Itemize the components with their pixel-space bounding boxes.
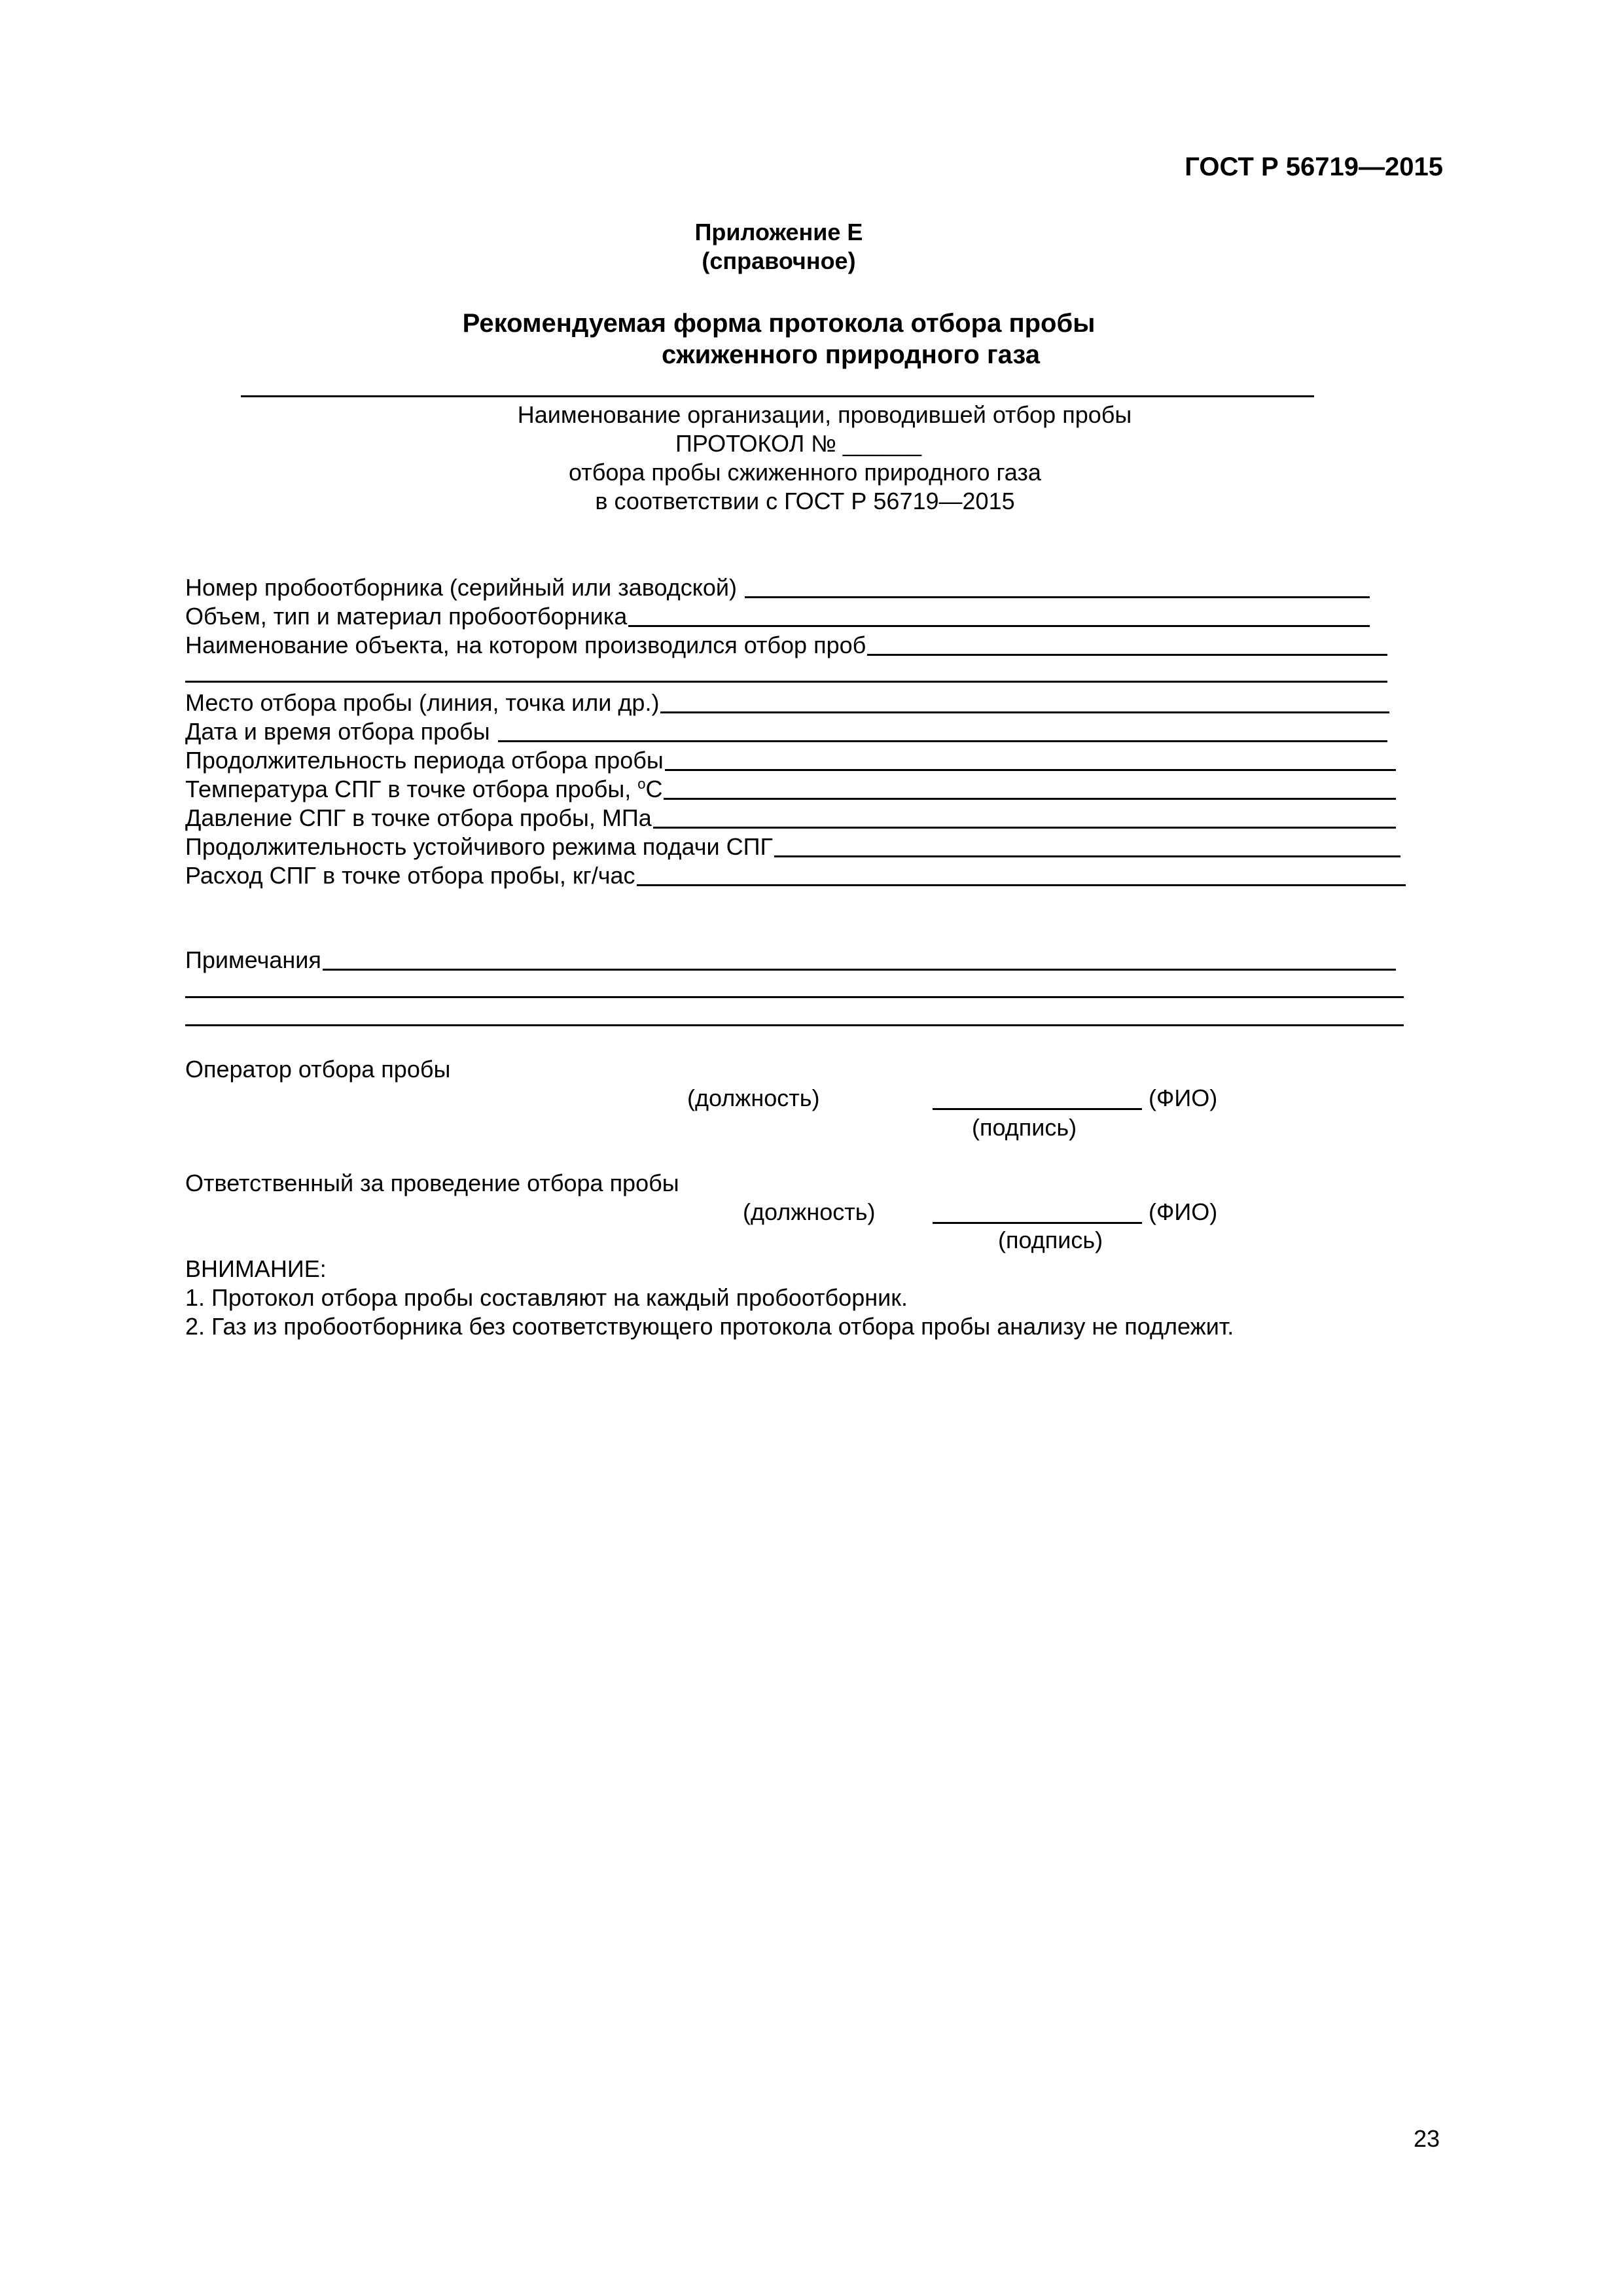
field-sampler-number xyxy=(185,573,1370,602)
field-sampler-volume xyxy=(185,602,1370,631)
field-temperature-label xyxy=(185,775,662,804)
operator-signature-caption: (подпись) xyxy=(972,1114,1077,1141)
field-sample-duration xyxy=(185,746,1396,775)
operator-signature-line[interactable] xyxy=(933,1108,1142,1110)
field-pressure-blank[interactable] xyxy=(653,827,1396,829)
field-sample-place xyxy=(185,689,1389,717)
appendix-kind: (справочное) xyxy=(702,247,856,274)
field-sampler-number-label: Номер пробоотборника (серийный или заводской) xyxy=(185,574,738,601)
notes-line-3[interactable] xyxy=(185,1024,1404,1026)
field-pressure-label: Давление СПГ в точке отбора пробы, МПа xyxy=(185,804,652,831)
field-steady-duration-label: Продолжительность устойчивого режима подачи СПГ xyxy=(185,833,773,860)
notes-line-2[interactable] xyxy=(185,996,1404,998)
field-object-name-blank[interactable] xyxy=(867,654,1387,656)
field-steady-duration xyxy=(185,833,1400,861)
responsible-signature-caption: (подпись) xyxy=(998,1227,1103,1253)
field-temperature-blank[interactable] xyxy=(664,798,1396,800)
operator-fio-caption: (ФИО) xyxy=(1149,1085,1218,1111)
field-steady-duration-blank[interactable] xyxy=(774,855,1400,857)
notes-blank[interactable] xyxy=(323,969,1396,971)
field-sample-datetime-label: Дата и время отбора пробы xyxy=(185,718,490,745)
field-flow-rate xyxy=(185,861,1406,890)
responsible-fio-caption: (ФИО) xyxy=(1149,1198,1218,1225)
field-flow-rate-blank[interactable] xyxy=(637,884,1406,886)
protocol-number: ПРОТОКОЛ № ______ xyxy=(675,430,921,457)
degree-symbol: o xyxy=(637,776,646,792)
field-sample-place-blank[interactable] xyxy=(660,711,1389,713)
operator-position-caption: (должность) xyxy=(687,1085,820,1111)
field-sample-duration-blank[interactable] xyxy=(665,769,1396,771)
field-temperature xyxy=(185,775,1396,804)
field-sample-datetime xyxy=(185,717,1387,746)
operator-role: Оператор отбора пробы xyxy=(185,1056,451,1083)
organization-name-line[interactable] xyxy=(241,395,1314,397)
field-object-name-continuation[interactable] xyxy=(185,681,1387,683)
page-number: 23 xyxy=(1413,2125,1440,2152)
field-sampler-number-blank[interactable] xyxy=(745,596,1370,598)
form-title-line2: сжиженного природного газа xyxy=(662,340,1040,369)
temperature-unit: C xyxy=(645,776,663,802)
field-sample-duration-label: Продолжительность периода отбора пробы xyxy=(185,747,664,774)
field-pressure xyxy=(185,804,1396,833)
protocol-basis: в соответствии с ГОСТ Р 56719—2015 xyxy=(595,488,1015,514)
responsible-role: Ответственный за проведение отбора пробы xyxy=(185,1170,679,1196)
field-sampler-volume-blank[interactable] xyxy=(628,625,1370,627)
responsible-signature-line[interactable] xyxy=(933,1222,1142,1224)
field-temperature-text: Температура СПГ в точке отбора пробы, xyxy=(185,776,638,802)
form-title-line1: Рекомендуемая форма протокола отбора пробы xyxy=(462,309,1096,338)
field-sample-datetime-blank[interactable] xyxy=(498,740,1387,742)
document-standard-number: ГОСТ Р 56719—2015 xyxy=(1185,152,1443,181)
notes-label: Примечания xyxy=(185,946,321,973)
notes-field xyxy=(185,946,1396,975)
attention-item-1: 1. Протокол отбора пробы составляют на каждый пробоотборник. xyxy=(185,1284,908,1311)
field-flow-rate-label: Расход СПГ в точке отбора пробы, кг/час xyxy=(185,862,635,889)
attention-item-2: 2. Газ из пробоотборника без соответствующего протокола отбора пробы анализу не подлежит. xyxy=(185,1313,1234,1340)
protocol-subject: отбора пробы сжиженного природного газа xyxy=(569,459,1041,486)
field-object-name-label: Наименование объекта, на котором производился отбор проб xyxy=(185,632,866,658)
field-object-name xyxy=(185,631,1387,660)
field-sampler-volume-label: Объем, тип и материал пробоотборника xyxy=(185,603,628,630)
appendix-title: Приложение Е xyxy=(694,219,863,245)
field-sample-place-label: Место отбора пробы (линия, точка или др.) xyxy=(185,689,660,716)
attention-heading: ВНИМАНИЕ: xyxy=(185,1255,327,1282)
responsible-position-caption: (должность) xyxy=(743,1198,876,1225)
organization-caption: Наименование организации, проводившей отбор пробы xyxy=(517,401,1132,428)
